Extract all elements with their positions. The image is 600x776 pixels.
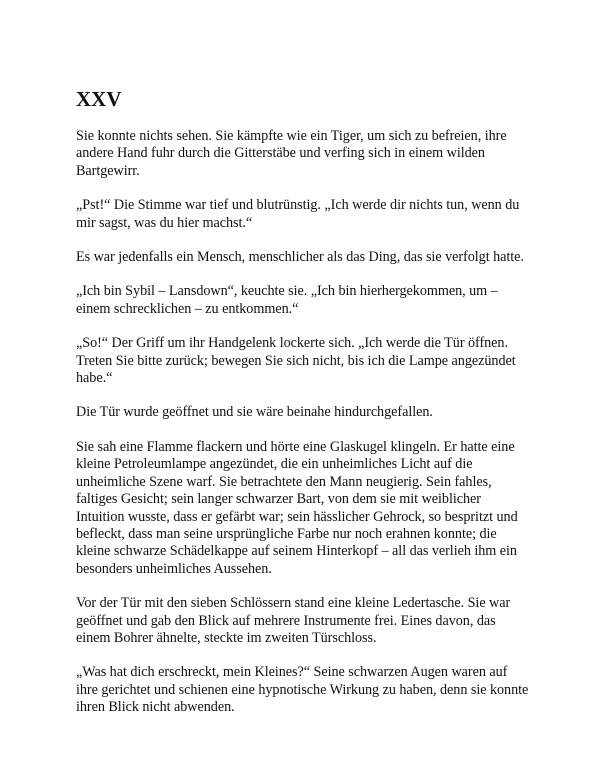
paragraph: „So!“ Der Griff um ihr Handgelenk lockerte sich. „Ich werde die Tür öffnen. Treten Sie bitte zurück; bewegen Sie sich nicht, bis ich die Lampe angezündet habe.“ [76,335,516,387]
paragraph: Sie sah eine Flamme flackern und hörte eine Glaskugel klingeln. Er hatte eine kleine Petroleumlampe angezündet, die ein unheimliches Licht auf die unheimliche Szene warf. Sie betrachtete den Mann neugierig. Sein fahles, faltiges Gesicht; sein langer schwarzer Bart, von dem sie mit weiblicher Intuition wusste, dass er gefärbt war; sein hässlicher Gehrock, so bespritzt und befleckt, dass man seine ursprüngliche Farbe nur noch erahnen konnte; die kleine schwarze Schädelkappe auf seinem Hinterkopf – all das verlieh ihm ein besonders unheimliches Aussehen. [76,438,518,577]
document-page [76,86,532,734]
paragraph: Sie konnte nichts sehen. Sie kämpfte wie ein Tiger, um sich zu befreien, ihre andere Hand fuhr durch die Gitterstäbe und verfing sich in einem wilden Bartgewirr. [76,128,507,179]
paragraph: „Ich bin Sybil – Lansdown“, keuchte sie. „Ich bin hierhergekommen, um – einem schrecklichen – zu entkommen.“ [76,283,498,317]
paragraph: „Was hat dich erschreckt, mein Kleines?“ Seine schwarzen Augen waren auf ihre gerichtet und schienen eine hypnotische Wirkung zu haben, denn sie konnte ihren Blick nicht abwenden. [76,664,529,716]
chapter-title: XXV [76,87,122,111]
paragraph: Es war jedenfalls ein Mensch, menschlicher als das Ding, das sie verfolgt hatte. [76,249,524,266]
paragraph: „Pst!“ Die Stimme war tief und blutrünstig. „Ich werde dir nichts tun, wenn du mir sagst, was du hier machst.“ [76,197,520,231]
paragraph: Die Tür wurde geöffnet und sie wäre beinahe hindurchgefallen. [76,404,433,421]
paragraph: Vor der Tür mit den sieben Schlössern stand eine kleine Ledertasche. Sie war geöffnet und gab den Blick auf mehrere Instrumente frei. Eines davon, das einem Bohrer ähnelte, steckte im zweiten Türschloss. [76,595,511,646]
